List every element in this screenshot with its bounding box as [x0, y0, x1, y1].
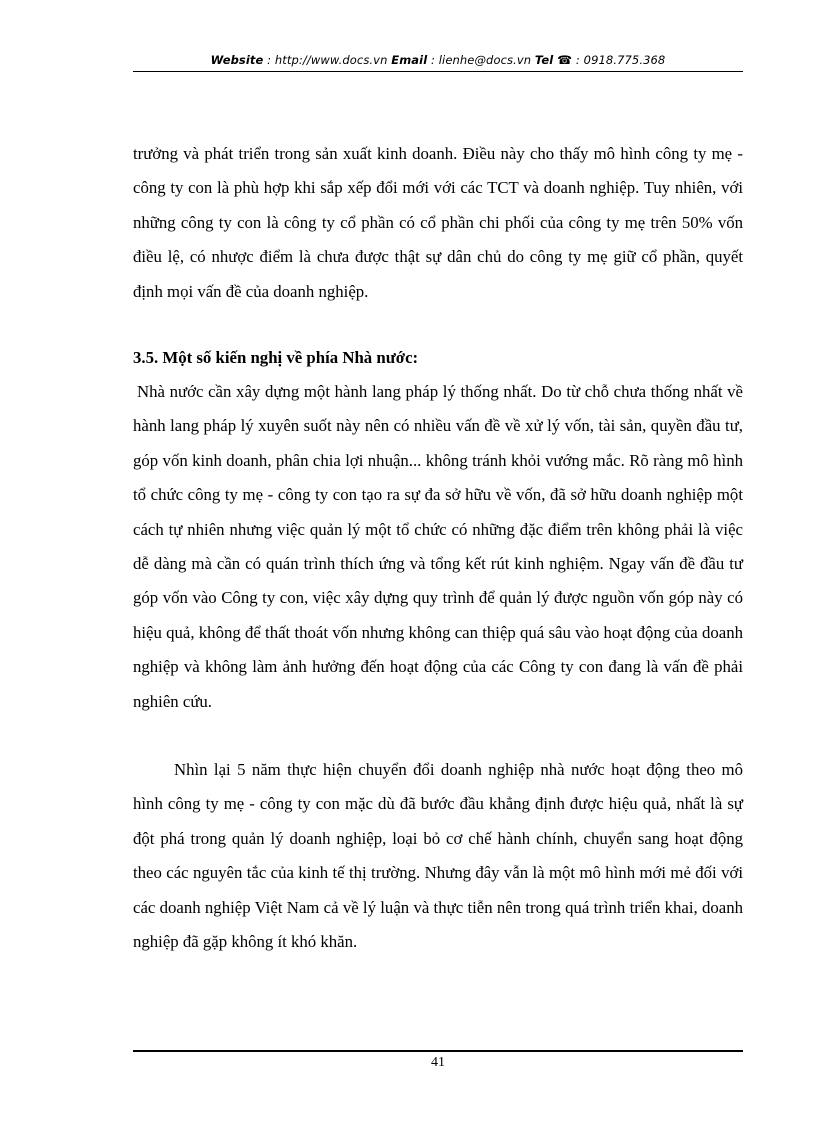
section-heading	[133, 341, 743, 375]
section-heading-text: 3.5. Một số kiến nghị về phía Nhà nước:	[133, 348, 419, 367]
page-number: 41	[431, 1055, 445, 1070]
body-paragraph-1	[133, 137, 743, 309]
page-header	[133, 51, 743, 70]
email-address[interactable]: lienhe@docs.vn	[438, 53, 532, 67]
tel-number: 0918.775.368	[583, 53, 666, 67]
paragraph-text: Nhìn lại 5 năm thực hiện chuyển đổi doanh nghiệp nhà nước hoạt động theo mô hình công ty mẹ - công ty con mặc dù đã bước đầu khẳng định được hiệu quả, nhất là sự đột phá trong quản lý doanh nghiệp, loại bỏ cơ chế hành chính, chuyển sang hoạt động theo các nguyên tắc của kinh tế thị trường. Nhưng đây vẫn là một mô hình mới mẻ đối với các doanh nghiệp Việt Nam cả về lý luận và thực tiễn nên trong quá trình triển khai, doanh nghiệp đã gặp không ít khó khăn.	[133, 760, 743, 952]
paragraph-text: Nhà nước cần xây dựng một hành lang pháp lý thống nhất. Do từ chỗ chưa thống nhất về hành lang pháp lý xuyên suốt này nên có nhiều vấn đề về xử lý vốn, tài sản, quyền đầu tư, góp vốn kinh doanh, phân chia lợi nhuận... không tránh khỏi vướng mắc. Rõ ràng mô hình tổ chức công ty mẹ - công ty con tạo ra sự đa sở hữu về vốn, đã sở hữu doanh nghiệp một cách tự nhiên nhưng việc quản lý một tổ chức có những đặc điểm trên không phải là việc dễ dàng mà cần có quán trình thích ứng và tổng kết rút kinh nghiệm. Ngay vấn đề đầu tư góp vốn vào Công ty con, việc xây dựng quy trình để quản lý được nguồn vốn góp này có hiệu quả, không để thất thoát vốn nhưng không can thiệp quá sâu vào hoạt động của doanh nghiệp và không làm ảnh hưởng đến hoạt động của các Công ty con đang là vấn đề phải nghiên cứu.	[133, 382, 743, 711]
paragraph-text: trưởng và phát triển trong sản xuất kinh doanh. Điều này cho thấy mô hình công ty mẹ - công ty con là phù hợp khi sắp xếp đổi mới với các TCT và doanh nghiệp. Tuy nhiên, với những công ty con là công ty cổ phần có cổ phần chi phối của công ty mẹ trên 50% vốn điều lệ, có nhược điểm là chưa được thật sự dân chủ do công ty mẹ giữ cổ phần, quyết định mọi vấn đề của doanh nghiệp.	[133, 144, 743, 301]
phone-icon: ☎	[557, 53, 573, 67]
header-divider	[133, 71, 743, 72]
body-paragraph-2	[133, 375, 743, 719]
footer-divider	[133, 1050, 743, 1052]
website-label: Website	[210, 53, 264, 67]
tel-separator: :	[572, 53, 584, 67]
tel-label: Tel	[534, 53, 554, 67]
email-label: Email	[391, 53, 428, 67]
body-paragraph-3	[133, 753, 743, 959]
email-separator: :	[427, 53, 439, 67]
website-url[interactable]: http://www.docs.vn	[274, 53, 388, 67]
website-separator: :	[263, 53, 275, 67]
